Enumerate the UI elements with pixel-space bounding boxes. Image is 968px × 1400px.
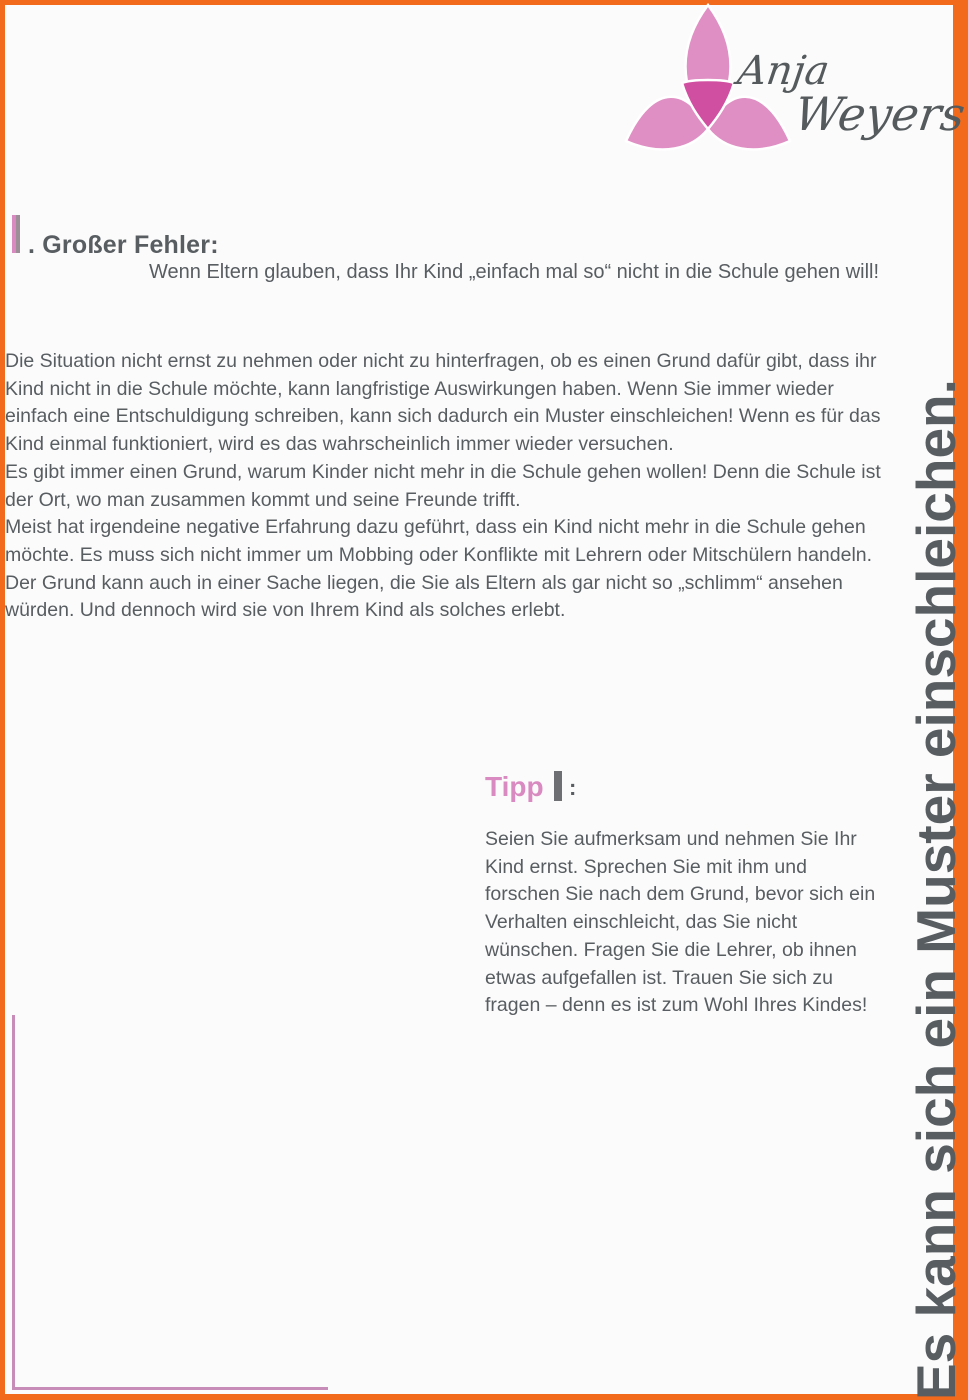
tip-title: Tipp (485, 771, 544, 802)
tip-colon: : (569, 775, 577, 800)
heading-number-bar (12, 215, 20, 253)
section-title: . Großer Fehler: (28, 231, 219, 259)
side-banner-text: Es kann sich ein Muster einschleichen. (905, 379, 967, 1400)
tip-number-bar (554, 771, 562, 801)
tip-text: Seien Sie aufmerksam und nehmen Sie Ihr Kind ernst. Sprechen Sie mit ihm und forschen Sie nach dem Grund, bevor sich ein Verhalten einschleicht, das Sie nicht wünschen. Fragen Sie die Lehrer, ob ihnen etwas aufgefallen ist. Trauen Sie sich zu fragen – denn es ist zum Wohl Ihres Kindes! (485, 828, 876, 1017)
logo-first-name: Anja (734, 48, 833, 94)
side-banner (905, 379, 967, 1400)
section-subtitle: Wenn Eltern glauben, dass Ihr Kind „einfach mal so“ nicht in die Schule gehen will! (149, 261, 880, 283)
body-paragraph: Meist hat irgendeine negative Erfahrung dazu geführt, dass ein Kind nicht mehr in die Schule gehen möchte. Es muss sich nicht immer um Mobbing oder Konflikte mit Lehrern oder Mitschülern handeln. Der Grund kann auch in einer Sache liegen, die Sie als Eltern als gar nicht so „schlimm“ ansehen würden. Und dennoch wird sie von Ihrem Kind als solches erlebt. (5, 516, 873, 622)
decorative-horizontal-line (12, 1387, 328, 1390)
document-page (5, 5, 968, 1394)
body-paragraph: Die Situation nicht ernst zu nehmen oder nicht zu hinterfragen, ob es einen Grund dafür gibt, dass ihr Kind nicht in die Schule möchte, kann langfristige Auswirkungen haben. Wenn Sie immer wieder einfach eine Entschuldigung schreiben, kann sich dadurch ein Muster einschleichen! Wenn es für das Kind einmal funktioniert, wird es das wahrscheinlich immer wieder versuchen. (5, 350, 881, 456)
body-text (5, 348, 900, 625)
body-paragraph: Es gibt immer einen Grund, warum Kinder nicht mehr in die Schule gehen wollen! Denn die Schule ist der Ort, wo man zusammen kommt und seine Freunde trifft. (5, 460, 881, 511)
decorative-vertical-line (12, 1015, 15, 1390)
logo-last-name: Weyers (791, 87, 968, 141)
